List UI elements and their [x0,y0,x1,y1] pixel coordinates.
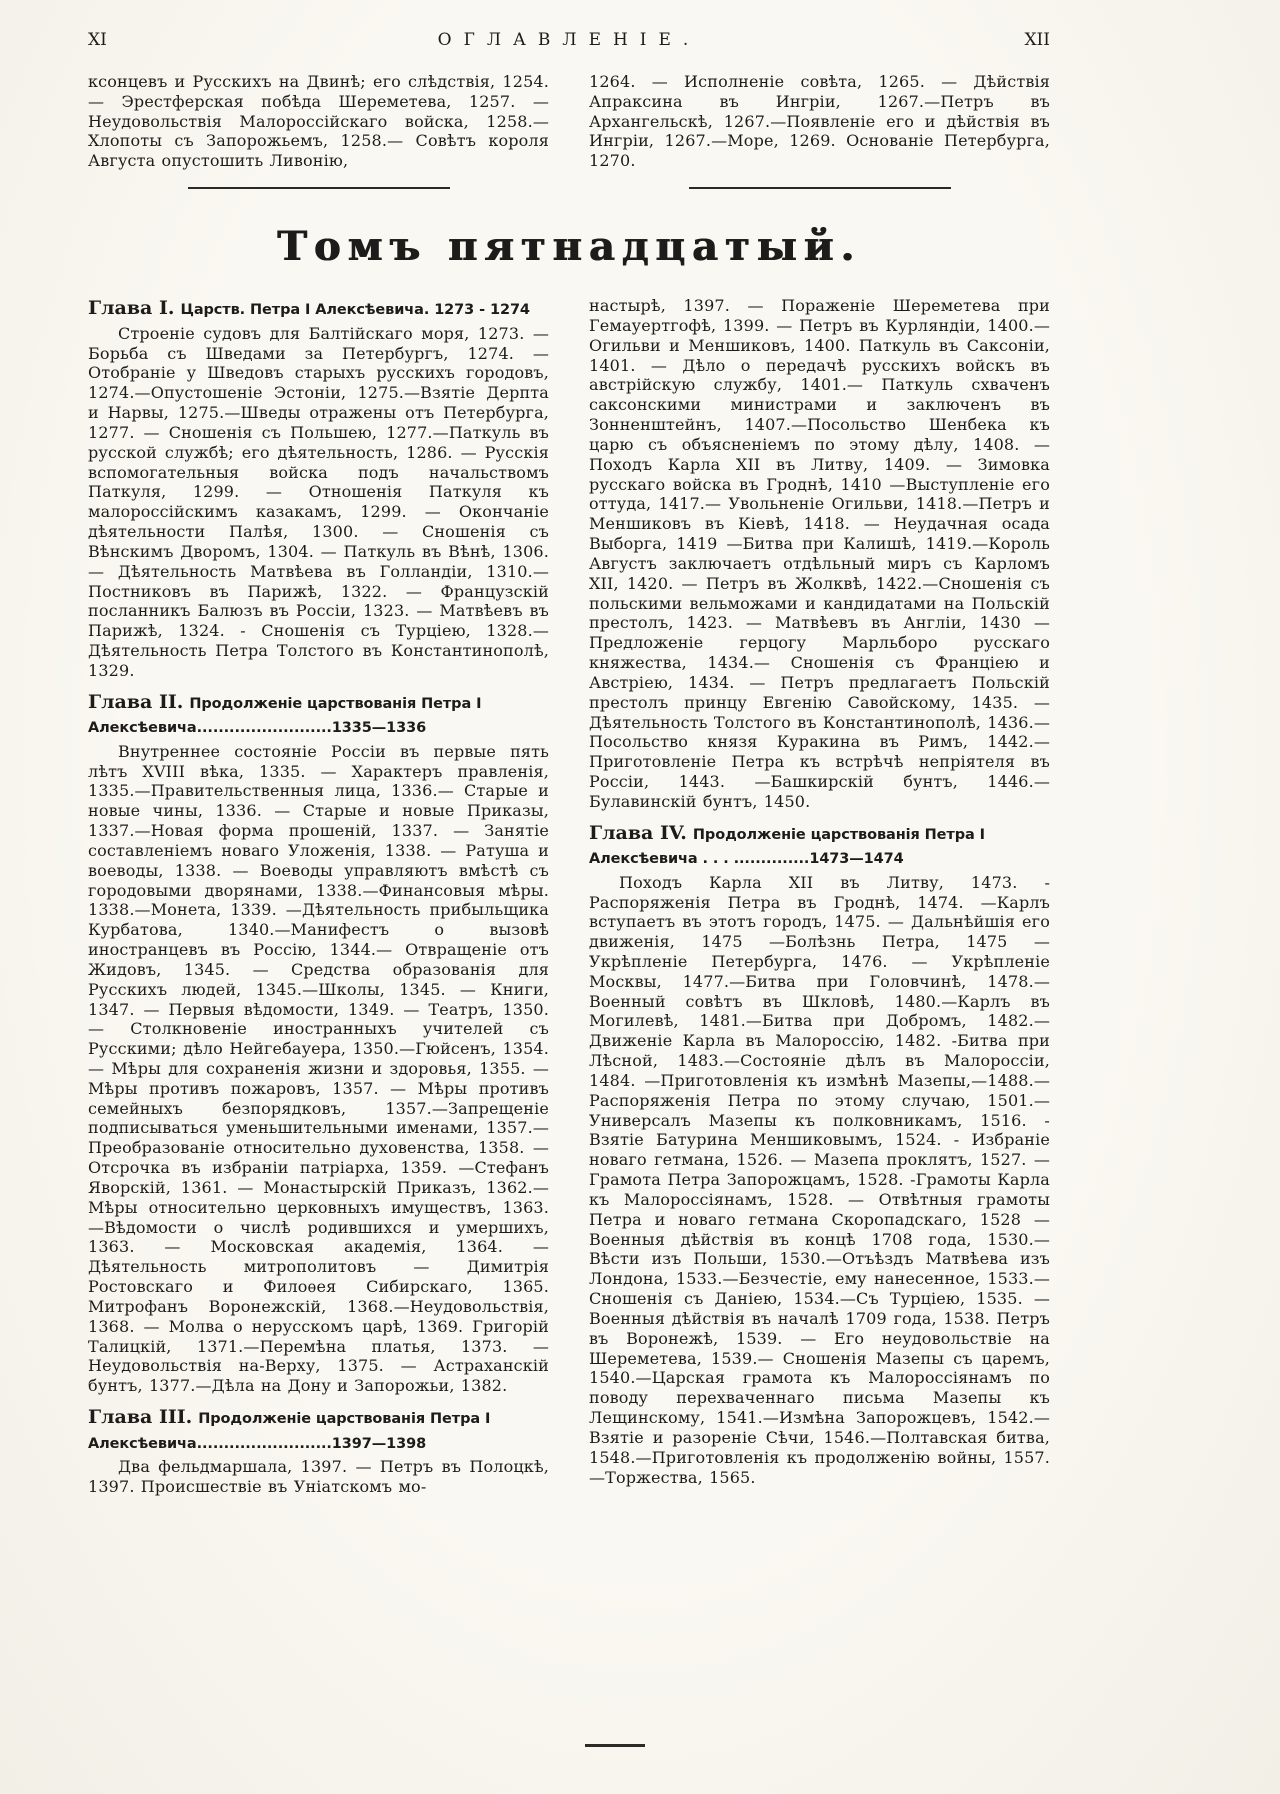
carryover-section [88,72,1050,189]
toc-column-left [88,296,549,1497]
chapter-2-title: Продолженіе царствованія Петра I Алексѣевича.........................1335—1336 [88,695,482,737]
chapter-3-label: Глава III. [88,1406,193,1429]
chapter-3-summary-start: Два фельдмаршала, 1397. — Петръ въ Полоцкѣ, 1397. Происшествіе въ Уніатскомъ мо- [88,1457,549,1496]
section-end-rule-left [188,187,450,189]
chapter-4-summary: Походъ Карла XII въ Литву, 1473. - Распоряженія Петра въ Гроднѣ, 1474. —Карлъ вступаетъ въ этотъ городъ, 1475. — Дальнѣйшія его движенія, 1475 —Болѣзнь Петра, 1475 — Укрѣпленіе Петербурга, 1476. — Укрѣпленіе Москвы, 1477.—Битва при Головчинѣ, 1478.— Военный совѣтъ въ Шкловѣ, 1480.—Карлъ въ Могилевѣ, 1481.—Битва при Добромъ, 1482.— Движеніе Карла въ Малороссію, 1482. -Битва при Лѣсной, 1483.—Состояніе дѣлъ въ Малороссіи, 1484. —Приготовленія къ измѣнѣ Мазепы,—1488.—Распоряженія Петра по этому случаю, 1501.—Универсалъ Мазепы къ полковникамъ, 1516. - Взятіе Батурина Меншиковымъ, 1524. - Избраніе новаго гетмана, 1526. — Мазепа проклятъ, 1527. — Грамота Петра Запорожцамъ, 1528. -Грамоты Карла къ Малороссіянамъ, 1528. — Отвѣтныя грамоты Петра и новаго гетмана Скоропадскаго, 1528 — Военныя дѣйствія въ концѣ 1708 года, 1530.— Вѣсти изъ Польши, 1530.—Отъѣздъ Матвѣева изъ Лондона, 1533.—Безчестіе, ему нанесенное, 1533.—Сношенія съ Даніею, 1534.—Съ Турціею, 1535. — Военныя дѣйствія въ началѣ 1709 года, 1538. Петръ въ Воронежѣ, 1539. — Его неудовольствіе на Шереметева, 1539.— Сношенія Мазепы съ царемъ, 1540.—Царская грамота къ Малороссіянамъ по поводу перехваченнаго письма Мазепы къ Лещинскому, 1541.—Измѣна Запорожцевъ, 1542.—Взятіе и разореніе Сѣчи, 1546.—Полтавская битва, 1548.—Приготовленія къ продолженію войны, 1557. —Торжества, 1565. [589,872,1050,1487]
chapter-1-summary: Строеніе судовъ для Балтійскаго моря, 1273. — Борьба съ Шведами за Петербургъ, 1274. — Отобраніе у Шведовъ старыхъ русскихъ городовъ, 1274.—Опустошеніе Эстоніи, 1275.—Взятіе Дерпта и Нарвы, 1275.—Шведы отражены отъ Петербурга, 1277. — Сношенія съ Польшею, 1277.—Паткуль въ русской службѣ; его дѣятельность, 1286. — Русскія вспомогательныя войска подъ начальствомъ Паткуля, 1299. — Отношенія Паткуля къ малороссійскимъ казакамъ, 1299. — Окончаніе дѣятельности Палѣя, 1300. — Сношенія съ Вѣнскимъ Дворомъ, 1304. — Паткуль въ Вѣнѣ, 1306. — Дѣятельность Матвѣева въ Голландіи, 1310.— Постниковъ въ Парижѣ, 1322. — Французскій посланникъ Балюзъ въ Россіи, 1323. — Матвѣевъ въ Парижѣ, 1324. - Сношенія съ Турціею, 1328.—Дѣятельность Петра Толстого въ Константинополѣ, 1329. [88,323,549,680]
page-bottom-rule [585,1744,645,1747]
carryover-right-text: 1264. — Исполненіе совѣта, 1265. — Дѣйствія Апраксина въ Ингріи, 1267.—Петръ въ Архангельскѣ, 1267.—Появленіе его и дѣйствія въ Ингріи, 1267.—Море, 1269. Основаніе Петербурга, 1270. [589,72,1050,171]
volume-title: Томъ пятнадцатый. [276,223,862,271]
chapter-3-summary-continued: настырѣ, 1397. — Пораженіе Шереметева при Гемауертгофѣ, 1399. — Петръ въ Курляндіи, 1400.—Огильви и Меншиковъ, 1400. Паткуль въ Саксоніи, 1401. — Дѣло о передачѣ русскихъ войскъ въ австрійскую службу, 1401.— Паткуль схваченъ саксонскими министрами и заключенъ въ Зонненштейнъ, 1407.—Посольство Шенбека къ царю съ объясненіемъ по этому дѣлу, 1408. — Походъ Карла XII въ Литву, 1409. — Зимовка русскаго войска въ Гроднѣ, 1410 —Выступленіе его оттуда, 1417.— Увольненіе Огильви, 1418.—Петръ и Меншиковъ въ Кіевѣ, 1418. — Неудачная осада Выборга, 1419 —Битва при Калишѣ, 1419.—Король Августъ заключаетъ отдѣльный миръ съ Карломъ XII, 1420. — Петръ въ Жолквѣ, 1422.—Сношенія съ польскими вельможами и кандидатами на Польскій престолъ, 1423. — Матвѣевъ въ Англіи, 1430 —Предложеніе герцогу Марльборо русскаго княжества, 1434.— Сношенія съ Франціею и Австріею, 1434. — Петръ предлагаетъ Польскій престолъ принцу Евгенію Савойскому, 1435. — Дѣятельность Толстого въ Константинополѣ, 1436.—Посольство князя Куракина въ Римъ, 1442.—Приготовленіе Петра къ встрѣчѣ непріятеля въ Россіи, 1443. —Башкирскій бунтъ, 1446.—Булавинскій бунтъ, 1450. [589,296,1050,811]
toc-section [88,296,1050,1497]
chapter-2-label: Глава II. [88,690,184,713]
carryover-column-right [589,72,1050,189]
chapter-4-label: Глава IV. [589,821,687,844]
section-end-rule-right [689,187,951,189]
toc-column-right [589,296,1050,1497]
carryover-column-left [88,72,549,189]
page-number-left: XI [88,30,107,50]
chapter-3-title: Продолженіе царствованія Петра I Алексѣевича.........................1397—1398 [88,1411,491,1452]
page-content [88,30,1050,1497]
running-head [88,30,1050,50]
chapter-heading-2 [88,690,549,739]
page-header-title: ОГЛАВЛЕНІЕ. [437,30,701,50]
chapter-heading-4 [589,821,1050,870]
chapter-heading-3 [88,1405,549,1454]
carryover-left-text: ксонцевъ и Русскихъ на Двинѣ; его слѣдствія, 1254. — Эрестферская побѣда Шереметева, 1257. — Неудовольствія Малороссійскаго войска, 1258.—Хлопоты съ Запорожьемъ, 1258.— Совѣтъ короля Августа опустошить Ливонію, [88,72,549,171]
page-number-right: XII [1024,30,1050,50]
chapter-1-label: Глава I. [88,297,175,320]
chapter-4-title: Продолженіе царствованія Петра I Алексѣевича . . . ..............1473—1474 [589,826,985,868]
chapter-2-summary: Внутреннее состояніе Россіи въ первые пять лѣтъ XVIII вѣка, 1335. — Характеръ правленія, 1335.—Правительственныя лица, 1336.— Старые и новые чины, 1336. — Старые и новые Приказы, 1337.—Новая форма прошеній, 1337. — Занятіе составленіемъ новаго Уложенія, 1338. — Ратуша и воеводы, 1338. — Воеводы управляютъ вмѣстѣ съ городовыми дворянами, 1338.—Финансовыя мѣры. 1338.—Монета, 1339. —Дѣятельность прибыльщика Курбатова, 1340.—Манифестъ о вызовѣ иностранцевъ въ Россію, 1344.— Отвращеніе отъ Жидовъ, 1345. — Средства образованія для Русскихъ людей, 1345.—Школы, 1345. — Книги, 1347. — Первыя вѣдомости, 1349. — Театръ, 1350. — Столкновеніе иностранныхъ учителей съ Русскими; дѣло Нейгебауера, 1350.—Гюйсенъ, 1354. — Мѣры для сохраненія жизни и здоровья, 1355. — Мѣры противъ пожаровъ, 1357. — Мѣры противъ семейныхъ безпорядковъ, 1357.—Запрещеніе подписываться уменьшительными именами, 1357.—Преобразованіе относительно духовенства, 1358. — Отсрочка въ избраніи патріарха, 1359. —Стефанъ Яворскій, 1361. — Монастырскій Приказъ, 1362.— Мѣры относительно церковныхъ имуществъ, 1363. —Вѣдомости о числѣ родившихся и умершихъ, 1363. — Московская академія, 1364. — Дѣятельность митрополитовъ — Димитрія Ростовскаго и Филоѳея Сибирскаго, 1365. Митрофанъ Воронежскій, 1368.—Неудовольствія, 1368. — Молва о нерусскомъ царѣ, 1369. Григорій Талицкій, 1371.—Перемѣна платья, 1373. — Неудовольствія на-Верху, 1375. — Астраханскій бунтъ, 1377.—Дѣла на Дону и Запорожьи, 1382. [88,741,549,1396]
chapter-heading-1 [88,296,549,321]
chapter-1-title: Царств. Петра I Алексѣевича. 1273 - 1274 [180,302,530,319]
